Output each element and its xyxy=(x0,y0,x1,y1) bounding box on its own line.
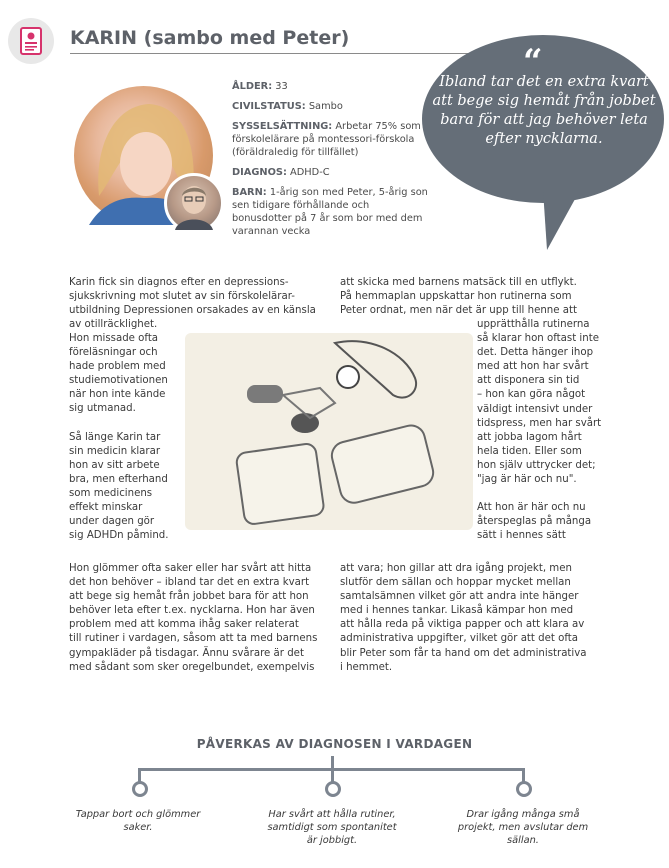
quote-text: Ibland tar det en extra kvart att bege sig hemåt från jobbet bara för att jag behöver leta efter nycklarna. xyxy=(432,74,656,147)
id-card-icon xyxy=(8,18,54,64)
body-left-top: Karin fick sin diagnos efter en depressions- sjukskrivning mot slutet av sin förskolelärar- utbildning Depressionen orsakades av en känsla av otillräcklighet. xyxy=(69,277,316,331)
body-right-bottom: att vara; hon gillar att dra igång projekt, men slutför dem sällan och hoppar mycket mellan samtalsämnen vilket gör att andra inte hänger med i hennes tankar. Likaså kämpar hon med att hålla reda på viktiga papper och att klara av administrativa uppgifter, vilket gör att det ofta blir Peter som får ta hand om det administrativa i hemmet. xyxy=(340,563,587,673)
keys-illustration-drawing xyxy=(185,333,473,530)
fact-diagnosis: DIAGNOS: ADHD-C xyxy=(232,167,330,178)
impact-title: PÅVERKAS AV DIAGNOSEN I VARDAGEN xyxy=(196,737,473,751)
body-right-top: att skicka med barnens matsäck till en utflykt. På hemmaplan uppskattar hon rutinerna som Peter ordnat, men när det är upp till henne att xyxy=(340,277,577,317)
impact-item-1: Tappar bort och glömmer saker. xyxy=(75,809,201,833)
page-title: KARIN (sambo med Peter) xyxy=(70,27,350,49)
quote-mark-icon: “ xyxy=(523,42,543,82)
portrait-peter-illustration xyxy=(167,176,221,230)
fact-civil-status: CIVILSTATUS: Sambo xyxy=(232,101,343,112)
portrait-peter xyxy=(164,173,224,233)
body-right-wrap: upprätthålla rutinerna så klarar hon oftast inte det. Detta hänger ihop med att hon har svårt att disponera sin tid – hon kan göra något väldigt intensivt under tidspress, men har svårt att jobba lagom hårt hela tiden. Eller som hon själv uttrycker det; "jag är här och nu". Att hon är här och nu återspeglas på många sätt i hennes sätt xyxy=(477,319,602,542)
fact-occupation: SYSSELSÄTTNING: Arbetar 75% som förskolelärare på montessori-förskola (föräldraledig för tillfället) xyxy=(232,121,421,158)
impact-item-2: Har svårt att hålla rutiner, samtidigt som spontanitet är jobbigt. xyxy=(267,809,397,846)
fact-children: BARN: 1-årig son med Peter, 5-årig son sen tidigare förhållande och bonusdotter på 7 år som bor med dem varannan vecka xyxy=(232,187,428,237)
impact-node-middle xyxy=(325,781,341,797)
bubble-tail xyxy=(535,190,595,250)
body-left-bottom: Hon glömmer ofta saker eller har svårt att hitta det hon behöver – ibland tar det en extra kvart att bege sig hemåt från jobbet bara för att hon behöver leta efter t.ex. nycklarna. Hon har även problem med att komma ihåg saker relaterat till rutiner i vardagen, såsom att ta med barnens gympakläder på tisdagar. Ännu svårare är det med sådant som sker oregelbundet, exempelvis xyxy=(69,563,318,673)
profile-facts xyxy=(232,80,432,245)
impact-node-right xyxy=(516,781,532,797)
profile-icon-badge xyxy=(8,18,54,64)
keys-and-phones-illustration xyxy=(185,333,473,530)
fact-age: ÅLDER: 33 xyxy=(232,81,288,92)
impact-item-3: Drar igång många små projekt, men avslutar dem sällan. xyxy=(457,809,589,846)
body-left-wrap: Hon missade ofta föreläsningar och hade problem med studiemotivationen när hon inte kände sig utmanad. Så länge Karin tar sin medicin klarar hon av sitt arbete bra, men efterhand som medicinens effekt minskar under dagen gör sig ADHDn påmind. xyxy=(69,333,169,542)
impact-node-left xyxy=(132,781,148,797)
